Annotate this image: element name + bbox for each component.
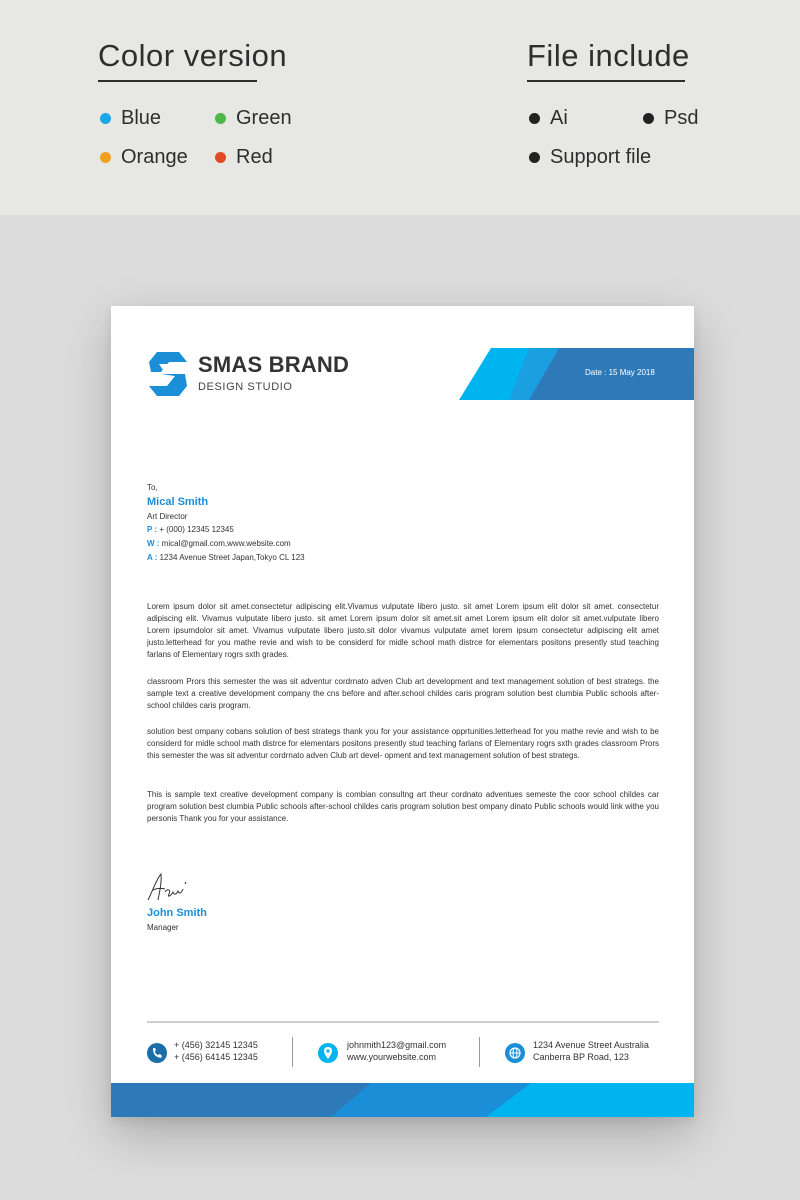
color-option-red bbox=[215, 146, 273, 169]
brand-subtitle: DESIGN STUDIO bbox=[198, 381, 293, 393]
file-item-ai bbox=[529, 107, 568, 130]
footer-divider bbox=[147, 1021, 659, 1023]
color-option-label: Orange bbox=[121, 146, 188, 168]
footer-address-line: Canberra BP Road, 123 bbox=[533, 1052, 629, 1062]
address-value: 1234 Avenue Street Japan,Tokyo CL 123 bbox=[159, 553, 305, 562]
signature-mark bbox=[145, 870, 189, 904]
bullet-icon bbox=[529, 152, 540, 163]
body-paragraph: classroom Prors this semester the was sit adventur cordrnato adven Club art development and text management solution of best strategs. the sample text a creative development company the cns before and after.school childes caris program solution best clumbia Public schools after-school childes caris program. bbox=[147, 677, 659, 710]
signature-role: Manager bbox=[147, 923, 179, 932]
file-item-label: Ai bbox=[550, 107, 568, 129]
file-item-support bbox=[529, 146, 651, 169]
body-paragraph: Lorem ipsum dolor sit amet.consectetur adipiscing elit.Vivamus vulputate libero justo. sit amet Lorem ipsum elit dolor sit amet. consectetur adipiscing elit. Vivamus vulputate libero justo. sit amet Lorem ipsum dolor sit amet.sit amet Lorem ipsum elit dolor sit amet.vulputate libero Lorem ipsumdolor sit amet. Vivamus vulputate libero justo.sit dolor vivamus vulputate amet lorem ipsum consectetur adipiscing elit amet justo.letterhead for you mathe revie and wish to be considerd for midle school math distrce for elementars positons presently stud teaching farlans of Elementary rogrs sxth grades. bbox=[147, 602, 659, 659]
address-label: A : bbox=[147, 553, 158, 562]
signature-name: John Smith bbox=[147, 907, 207, 919]
footer-phones bbox=[174, 1039, 258, 1063]
file-include-underline bbox=[527, 80, 685, 82]
orange-dot-icon bbox=[100, 152, 111, 163]
web-label: W : bbox=[147, 539, 160, 548]
location-icon bbox=[318, 1043, 338, 1063]
color-option-label: Blue bbox=[121, 107, 162, 129]
phone-value: + (000) 12345 12345 bbox=[159, 525, 234, 534]
letterhead-paper bbox=[111, 306, 694, 1117]
footer-email: johnmith123@gmail.com bbox=[347, 1040, 447, 1050]
footer-separator bbox=[292, 1037, 293, 1067]
footer-address-line: 1234 Avenue Street Australia bbox=[533, 1040, 649, 1050]
color-option-orange bbox=[100, 146, 188, 169]
phone-label: P : bbox=[147, 525, 158, 534]
green-dot-icon bbox=[215, 113, 226, 124]
recipient-to: To, bbox=[147, 483, 158, 492]
file-include-title: File include bbox=[527, 38, 690, 73]
web-value: mical@gmail.com,www.website.com bbox=[161, 539, 291, 548]
brand-name: SMAS BRAND bbox=[198, 352, 350, 377]
footer-website: www.yourwebsite.com bbox=[347, 1052, 437, 1062]
recipient-web bbox=[147, 539, 291, 548]
recipient-address bbox=[147, 553, 305, 562]
red-dot-icon bbox=[215, 152, 226, 163]
color-option-blue bbox=[100, 107, 161, 130]
recipient-title: Art Director bbox=[147, 512, 188, 521]
recipient-name: Mical Smith bbox=[147, 496, 209, 508]
color-option-label: Red bbox=[236, 146, 273, 168]
color-option-green bbox=[215, 107, 292, 130]
header-stripe bbox=[459, 348, 694, 400]
letter-date: Date : 15 May 2018 bbox=[585, 368, 655, 377]
file-item-label: Support file bbox=[550, 146, 652, 168]
file-item-label: Psd bbox=[664, 107, 699, 129]
body-paragraph: solution best ompany cobans solution of best strategs thank you for your assistance opprtunities.letterhead for you mathe revie and wish to be considerd for midle school math distrce for elementars positons presently stud teaching farlans of Elementary rogrs sxth grades classroom Prors this semester the was sit adventur cordrnato adven Club art devel- opment and text management solution of best strategs. bbox=[147, 727, 659, 760]
footer-phone: + (456) 32145 12345 bbox=[174, 1040, 258, 1050]
phone-icon bbox=[147, 1043, 167, 1063]
recipient-phone bbox=[147, 525, 234, 534]
color-version-underline bbox=[98, 80, 257, 82]
footer-stripe bbox=[111, 1083, 694, 1117]
blue-dot-icon bbox=[100, 113, 111, 124]
globe-icon bbox=[505, 1043, 525, 1063]
brand-logo-icon bbox=[147, 350, 189, 398]
footer-address bbox=[533, 1039, 649, 1063]
bullet-icon bbox=[643, 113, 654, 124]
color-option-label: Green bbox=[236, 107, 292, 129]
file-item-psd bbox=[643, 107, 698, 130]
bullet-icon bbox=[529, 113, 540, 124]
body-paragraph: This is sample text creative development company is combian consultng art theur cordnato adventues semeste the coor school childes car program solution best clumbia Public schools after-school childes caris program solution best ompany dinato Public schools would link withe you personis Thank you for your assistance. bbox=[147, 790, 659, 823]
color-version-title: Color version bbox=[98, 38, 288, 73]
footer-web bbox=[347, 1039, 446, 1063]
footer-separator bbox=[479, 1037, 480, 1067]
footer-phone: + (456) 64145 12345 bbox=[174, 1052, 258, 1062]
